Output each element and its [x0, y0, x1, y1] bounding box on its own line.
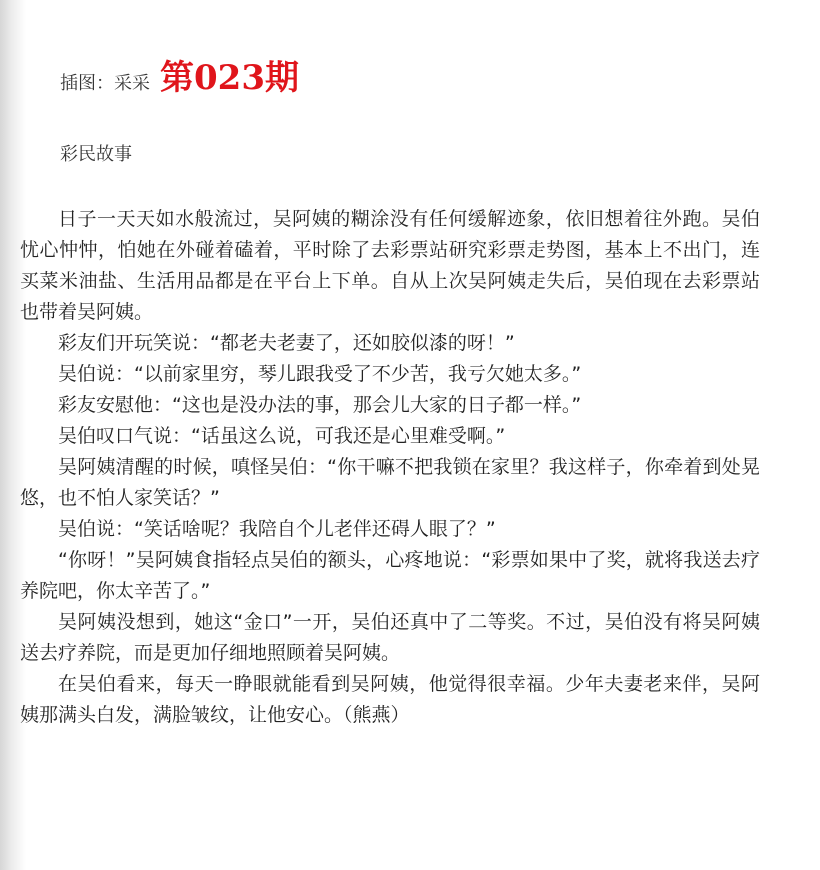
issue-header [60, 50, 299, 99]
illustration-credit: 插图：采采 [60, 73, 150, 94]
article-paragraph: 日子一天天如水般流过，吴阿姨的糊涂没有任何缓解迹象，依旧想着往外跑。吴伯忧心忡忡，怕她在外碰着磕着，平时除了去彩票站研究彩票走势图，基本上不出门，连买菜米油盐、生活用品都是在平台上下单。自从上次吴阿姨走失后，吴伯现在去彩票站也带着吴阿姨。 [20, 208, 760, 323]
article-body [20, 204, 760, 731]
article-paragraph: 在吴伯看来，每天一睁眼就能看到吴阿姨，他觉得很幸福。少年夫妻老来伴，吴阿姨那满头白发，满脸皱纹，让他安心。（熊燕） [20, 673, 760, 726]
article-paragraph: 彩友安慰他：“这也是没办法的事，那会儿大家的日子都一样。” [58, 394, 582, 416]
article-paragraph: 吴伯说：“以前家里穷，琴儿跟我受了不少苦，我亏欠她太多。” [58, 363, 582, 385]
article-paragraph: “你呀！”吴阿姨食指轻点吴伯的额头，心疼地说：“彩票如果中了奖，就将我送去疗养院吧，你太辛苦了。” [20, 549, 760, 602]
article-paragraph: 彩友们开玩笑说：“都老夫老妻了，还如胶似漆的呀！” [58, 332, 515, 354]
article-paragraph: 吴伯说：“笑话啥呢？我陪自个儿老伴还碍人眼了？” [58, 518, 496, 540]
article-paragraph: 吴伯叹口气说：“话虽这么说，可我还是心里难受啊。” [58, 425, 506, 447]
article-paragraph: 吴阿姨没想到，她这“金口”一开，吴伯还真中了二等奖。不过，吴伯没有将吴阿姨送去疗养院，而是更加仔细地照顾着吴阿姨。 [20, 611, 760, 664]
article-paragraph: 吴阿姨清醒的时候，嗔怪吴伯：“你干嘛不把我锁在家里？我这样子，你牵着到处晃悠，也不怕人家笑话？” [20, 456, 760, 509]
section-title: 彩民故事 [60, 144, 132, 165]
issue-number: 第023期 [160, 58, 299, 98]
